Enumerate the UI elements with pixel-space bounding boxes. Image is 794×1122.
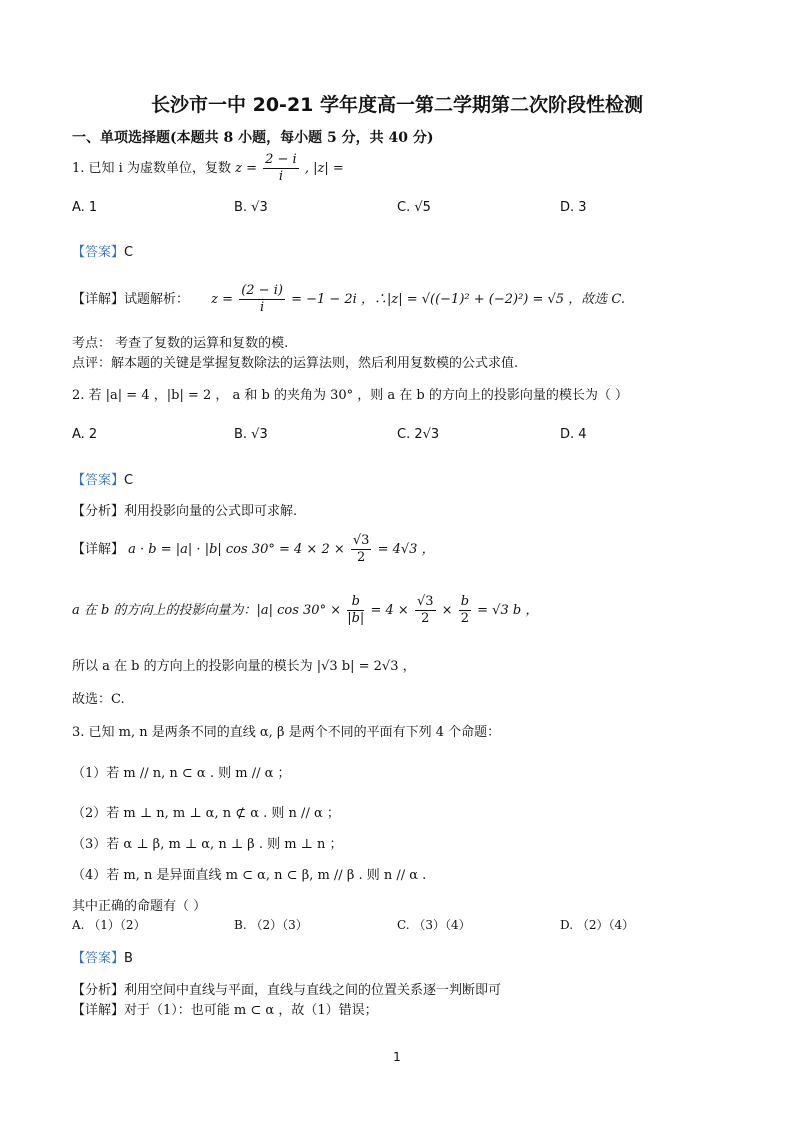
page-title: 长沙市一中 20-21 学年度高一第二学期第二次阶段性检测	[151, 94, 643, 116]
q2-line1a: a · b = |a| · |b| cos 30° = 4 × 2 ×	[128, 542, 345, 557]
q2-line1-den: 2	[357, 550, 366, 565]
q2-line2-fraction3	[459, 594, 471, 627]
q3-option-c: C. （3）（4）	[397, 918, 471, 932]
analysis-tag: 【分析】	[72, 983, 125, 998]
answer-tag: 【答案】	[72, 951, 125, 966]
q1-stem-fraction	[263, 152, 299, 185]
q2-option-a: A. 2	[72, 427, 98, 442]
detail-tag: 【详解】	[72, 1003, 125, 1018]
q2-line2-den: |b|	[347, 611, 365, 626]
q3-stem: 3. 已知 m, n 是两条不同的直线 α, β 是两个不同的平面有下列 4 个命题：	[72, 725, 501, 740]
q2-detail-line3: 所以 a 在 b 的方向上的投影向量的模长为 |√3 b| = 2√3 ，	[72, 659, 416, 674]
answer-value: C	[124, 473, 134, 488]
analysis-text: 利用投影向量的公式即可求解.	[124, 504, 298, 519]
q2-line2-fraction2	[415, 594, 436, 627]
q2-line2-num2: √3	[416, 594, 434, 609]
q2-line2-num3: b	[460, 594, 470, 609]
q3-detail	[72, 999, 378, 1018]
q2-option-d: D. 4	[560, 427, 587, 442]
answer-tag: 【答案】	[72, 473, 125, 488]
q2-line1-fraction	[351, 533, 372, 566]
q2-analysis	[72, 500, 297, 519]
q3-option-a: A. （1）（2）	[72, 918, 146, 932]
detail-text: 对于（1）：也可能 m ⊂ α ，故（1）错误；	[124, 1003, 378, 1018]
q2-line1-num: √3	[352, 533, 370, 548]
section-heading: 一、单项选择题(本题共 8 小题，每小题 5 分，共 40 分)	[72, 130, 434, 146]
q2-line2c: ×	[441, 603, 453, 618]
q2-detail-line2	[72, 594, 538, 627]
q3-proposition-2: （2）若 m ⊥ n, m ⊥ α, n ⊄ α . 则 n // α ；	[72, 806, 340, 821]
detail-tag: 【详解】	[72, 292, 125, 307]
q2-stem: 2. 若 |a| = 4 ，|b| = 2 ， a 和 b 的夹角为 30° ，则 a 在 b 的方向上的投影向量的模长为（ ）	[72, 388, 629, 403]
q2-line2b: = 4 ×	[370, 603, 409, 618]
q1-option-c: C. √5	[397, 200, 431, 215]
detail-tag: 【详解】	[72, 542, 125, 557]
analysis-text: 利用空间中直线与平面，直线与直线之间的位置关系逐一判断即可	[124, 983, 502, 998]
q1-detail-den: i	[259, 300, 265, 315]
q2-line2-den2: 2	[421, 611, 430, 626]
q1-frac-den: i	[278, 169, 283, 184]
q1-detail	[72, 283, 625, 316]
q3-proposition-4: （4）若 m, n 是异面直线 m ⊂ α, n ⊂ β, m // β . 则 n // α .	[72, 868, 427, 883]
q2-line2d: = √3 b ，	[477, 603, 539, 618]
answer-value: C	[124, 245, 134, 260]
q1-option-a: A. 1	[72, 200, 98, 215]
q1-frac-num: 2 − i	[265, 152, 297, 167]
answer-tag: 【答案】	[72, 245, 125, 260]
q1-stem-eq: z =	[235, 161, 257, 176]
q1-answer	[72, 241, 133, 260]
q2-option-c: C. 2√3	[397, 427, 440, 442]
q2-option-b: B. √3	[234, 427, 268, 442]
q2-answer	[72, 469, 133, 488]
q1-kaodian: 考点： 考查了复数的运算和复数的模.	[72, 336, 289, 351]
q2-line2-den3: 2	[460, 611, 469, 626]
q3-answer	[72, 947, 133, 966]
q1-dianping: 点评：解本题的关键是掌握复数除法的运算法则，然后利用复数模的公式求值.	[72, 356, 519, 371]
detail-text: 试题解析：	[124, 292, 190, 307]
q3-proposition-1: （1）若 m // n, n ⊂ α . 则 m // α ；	[72, 766, 291, 781]
page-number: 1	[393, 1050, 401, 1064]
q3-analysis	[72, 979, 501, 998]
analysis-tag: 【分析】	[72, 504, 125, 519]
q1-detail-fraction	[239, 283, 285, 316]
answer-value: B	[124, 951, 133, 966]
q2-line2-num: b	[347, 594, 364, 611]
q3-option-b: B. （2）（3）	[234, 918, 308, 932]
q2-line1b: = 4√3 ，	[377, 542, 435, 557]
q1-detail-eq1: z =	[211, 292, 234, 307]
q2-detail-line1	[72, 533, 435, 566]
q3-question: 其中正确的命题有（ ）	[72, 899, 207, 914]
q1-detail-eq2: = −1 − 2i ，∴|z| = √((−1)² + (−2)²) = √5 ，故选 C.	[291, 292, 625, 307]
q3-option-d: D. （2）（4）	[560, 918, 635, 932]
q1-stem-text: 1. 已知 i 为虚数单位，复数	[72, 161, 231, 176]
q1-stem	[72, 152, 344, 185]
q1-detail-num: (2 − i)	[241, 283, 283, 298]
q1-option-b: B. √3	[234, 200, 268, 215]
q1-stem-tail: , |z| =	[304, 161, 344, 176]
q2-detail-line4: 故选：C.	[72, 692, 125, 707]
q2-line2-fraction1	[347, 594, 364, 627]
q1-option-d: D. 3	[560, 200, 587, 215]
q3-proposition-3: （3）若 α ⊥ β, m ⊥ α, n ⊥ β . 则 m ⊥ n ；	[72, 837, 343, 852]
q2-line2a: a 在 b 的方向上的投影向量为：|a| cos 30° ×	[72, 603, 342, 618]
